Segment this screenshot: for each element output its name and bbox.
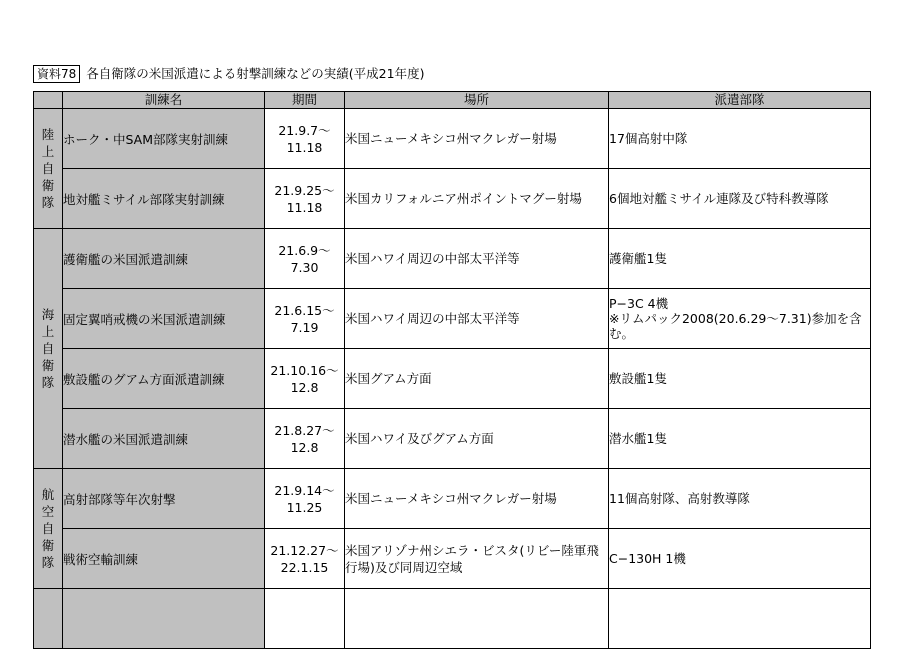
branch-cell: [34, 469, 63, 589]
table-header-row: [34, 92, 871, 109]
blank-cell: [34, 589, 63, 649]
period-end: 12.8: [290, 439, 319, 455]
period-cell: [265, 289, 345, 349]
header-corner: [34, 92, 63, 109]
period-end: 11.18: [286, 139, 323, 155]
place-cell: 米国ハワイ及びグアム方面: [345, 409, 609, 469]
unit-cell: 護衛艦1隻: [609, 229, 871, 289]
training-name-cell: 潜水艦の米国派遣訓練: [63, 409, 265, 469]
blank-cell: [345, 589, 609, 649]
period-end: 11.18: [286, 199, 323, 215]
header-unit: 派遣部隊: [609, 92, 871, 109]
period-start: 21.6.9〜: [278, 242, 331, 258]
branch-label: 陸上自衛隊: [41, 127, 55, 210]
period-start: 21.10.16〜: [270, 362, 339, 378]
blank-cell: [265, 589, 345, 649]
header-place: 場所: [345, 92, 609, 109]
training-name-cell: 戦術空輸訓練: [63, 529, 265, 589]
training-name-cell: ホーク・中SAM部隊実射訓練: [63, 109, 265, 169]
table-row: [34, 109, 871, 169]
period-cell: [265, 469, 345, 529]
period-cell: [265, 229, 345, 289]
table-row-blank: [34, 589, 871, 649]
place-cell: 米国ニューメキシコ州マクレガー射場: [345, 469, 609, 529]
period-end: 7.19: [290, 319, 319, 335]
period-start: 21.9.14〜: [274, 482, 335, 498]
branch-label: 航空自衛隊: [41, 487, 55, 570]
period-start: 21.9.25〜: [274, 182, 335, 198]
table-row: [34, 289, 871, 349]
blank-cell: [609, 589, 871, 649]
unit-cell: 17個高射中隊: [609, 109, 871, 169]
training-name-cell: 地対艦ミサイル部隊実射訓練: [63, 169, 265, 229]
period-cell: [265, 409, 345, 469]
period-cell: [265, 109, 345, 169]
place-cell: 米国ニューメキシコ州マクレガー射場: [345, 109, 609, 169]
header-training-name: 訓練名: [63, 92, 265, 109]
table-row: [34, 469, 871, 529]
blank-cell: [63, 589, 265, 649]
table-row: [34, 169, 871, 229]
period-cell: [265, 169, 345, 229]
period-cell: [265, 349, 345, 409]
training-name-cell: 固定翼哨戒機の米国派遣訓練: [63, 289, 265, 349]
training-name-cell: 高射部隊等年次射撃: [63, 469, 265, 529]
table-row: [34, 229, 871, 289]
training-name-cell: 護衛艦の米国派遣訓練: [63, 229, 265, 289]
unit-cell: P−3C 4機 ※リムパック2008(20.6.29〜7.31)参加を含む。: [609, 289, 871, 349]
place-cell: 米国アリゾナ州シエラ・ビスタ(リビー陸軍飛行場)及び同周辺空域: [345, 529, 609, 589]
place-cell: 米国ハワイ周辺の中部太平洋等: [345, 229, 609, 289]
unit-cell: 6個地対艦ミサイル連隊及び特科教導隊: [609, 169, 871, 229]
unit-cell: C−130H 1機: [609, 529, 871, 589]
branch-label: 海上自衛隊: [41, 307, 55, 390]
branch-cell: [34, 109, 63, 229]
training-table: [33, 91, 871, 649]
period-start: 21.6.15〜: [274, 302, 335, 318]
period-start: 21.12.27〜: [270, 542, 339, 558]
branch-cell: [34, 229, 63, 469]
table-row: [34, 349, 871, 409]
training-name-cell: 敷設艦のグアム方面派遣訓練: [63, 349, 265, 409]
document-title: 各自衛隊の米国派遣による射撃訓練などの実績(平成21年度): [86, 66, 425, 81]
unit-cell: 敷設艦1隻: [609, 349, 871, 409]
period-end: 22.1.15: [280, 559, 329, 575]
place-cell: 米国グアム方面: [345, 349, 609, 409]
place-cell: 米国カリフォルニア州ポイントマグー射場: [345, 169, 609, 229]
period-end: 11.25: [286, 499, 323, 515]
place-cell: 米国ハワイ周辺の中部太平洋等: [345, 289, 609, 349]
document-title-row: [33, 65, 424, 83]
unit-cell: 11個高射隊、高射教導隊: [609, 469, 871, 529]
period-start: 21.9.7〜: [278, 122, 331, 138]
period-cell: [265, 529, 345, 589]
table-row: [34, 529, 871, 589]
period-end: 7.30: [290, 259, 319, 275]
table-row: [34, 409, 871, 469]
document-label: 資料78: [33, 65, 80, 83]
period-start: 21.8.27〜: [274, 422, 335, 438]
table-body: [34, 109, 871, 649]
header-period: 期間: [265, 92, 345, 109]
period-end: 12.8: [290, 379, 319, 395]
unit-cell: 潜水艦1隻: [609, 409, 871, 469]
